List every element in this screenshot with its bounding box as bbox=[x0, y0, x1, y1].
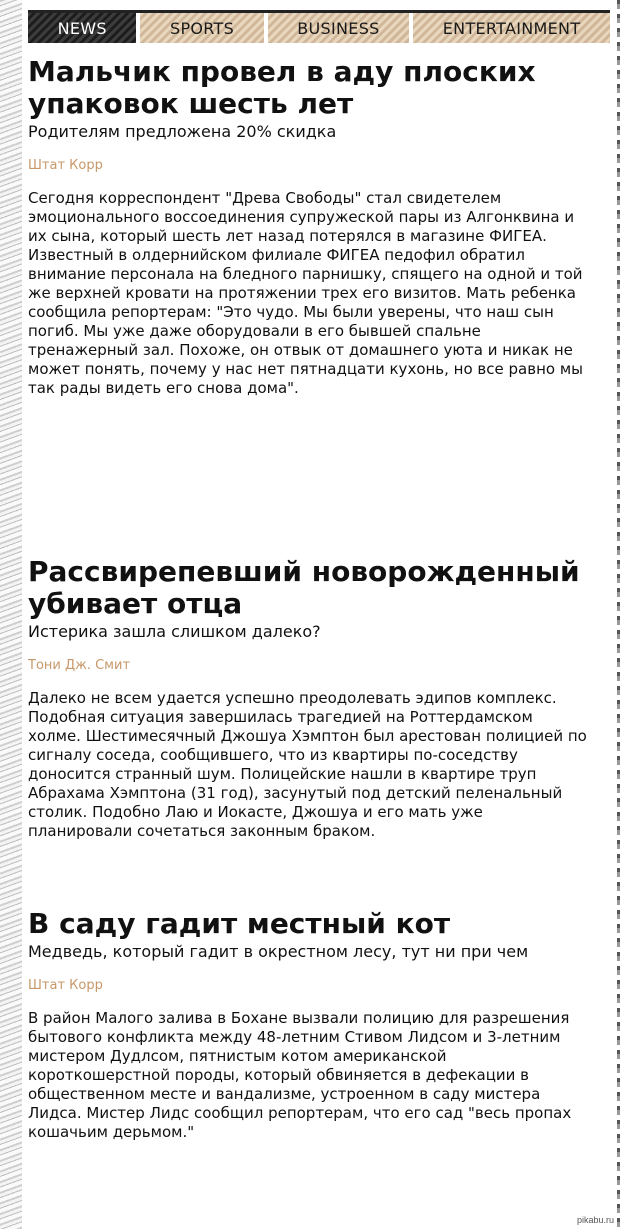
article-headline: Мальчик провел в аду плоских упаковок шесть лет bbox=[28, 55, 536, 120]
article-byline: Тони Дж. Смит bbox=[28, 658, 131, 673]
article-subhead: Истерика зашла слишком далеко? bbox=[28, 622, 321, 641]
article-flatpack bbox=[28, 56, 590, 398]
article-body: В район Малого залива в Бохане вызвали полицию для разрешения бытового конфликта между 48-летним Стивом Лидсом и 3-летним мистером Дудлсом, пятнистым котом американской короткошерстной породы, который обвиняется в дефекации в общественном месте и вандализме, устроенном в саду мистера Лидса. Мистер Лидс сообщил репортерам, что его сад "весь пропах кошачьим дерьмом." bbox=[28, 1009, 572, 1141]
article-newborn bbox=[28, 556, 590, 841]
article-headline: В саду гадит местный кот bbox=[28, 907, 451, 940]
article-byline: Штат Корр bbox=[28, 158, 103, 173]
section-nav bbox=[28, 10, 610, 46]
page-edge-decoration bbox=[0, 0, 22, 1229]
article-byline: Штат Корр bbox=[28, 978, 103, 993]
watermark-text: pikabu.ru bbox=[576, 1215, 614, 1225]
article-body: Сегодня корреспондент "Древа Свободы" стал свидетелем эмоционального воссоединения супружеской пары из Алгонквина и их сына, который шесть лет назад потерялся в магазине ФИГЕА. Известный в олдернийском филиале ФИГЕА педофил обратил внимание персонала на бледного парнишку, спящего на одной и той же верхней кровати на протяжении трех его визитов. Мать ребенка сообщила репортерам: "Это чудо. Мы были уверены, что наш сын погиб. Мы уже даже оборудовали в его бывшей спальне тренажерный зал. Похоже, он отвык от домашнего уюта и никак не может понять, почему у нас нет пятнадцати кухонь, но все равно мы так рады видеть его снова дома". bbox=[28, 189, 583, 397]
article-body: Далеко не всем удается успешно преодолевать эдипов комплекс. Подобная ситуация завершилась трагедией на Роттердамском холме. Шестимесячный Джошуа Хэмптон был арестован полицией по сигналу соседа, сообщившего, что из квартиры по-соседству доносится странный шум. Полицейские нашли в квартире труп Абрахама Хэмптона (31 год), засунутый под детский пеленальный столик. Подобно Лаю и Иокасте, Джошуа и его мать уже планировали сочетаться законным браком. bbox=[28, 689, 587, 840]
article-headline: Рассвирепевший новорожденный убивает отца bbox=[28, 555, 580, 620]
tab-entertainment[interactable]: ENTERTAINMENT bbox=[413, 13, 610, 43]
article-subhead: Родителям предложена 20% скидка bbox=[28, 122, 337, 141]
tab-business[interactable]: BUSINESS bbox=[268, 13, 410, 43]
tab-sports[interactable]: SPORTS bbox=[140, 13, 263, 43]
article-subhead: Медведь, который гадит в окрестном лесу, тут ни при чем bbox=[28, 942, 529, 961]
tab-news[interactable]: NEWS bbox=[28, 13, 136, 43]
article-cat bbox=[28, 908, 590, 1142]
